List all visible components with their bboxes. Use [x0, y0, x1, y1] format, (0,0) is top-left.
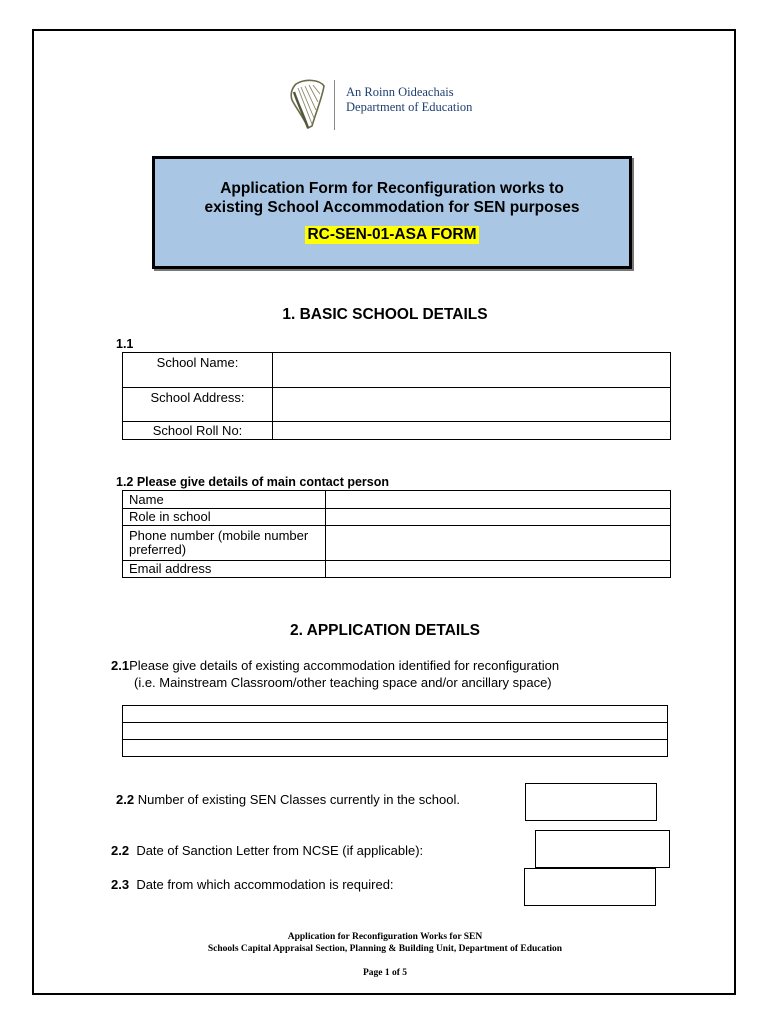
footer: [0, 931, 770, 979]
form-title-line1: Application Form for Reconfiguration works to: [220, 180, 564, 197]
table-row: [123, 422, 671, 440]
table-row: [123, 740, 668, 757]
table-row: [123, 353, 671, 388]
form-title: [155, 179, 629, 217]
accommodation-field-2[interactable]: [123, 723, 668, 740]
section2-heading: 2. APPLICATION DETAILS: [289, 622, 481, 639]
table-row: [123, 509, 671, 526]
department-logo: [286, 78, 516, 134]
department-name-english: Department of Education: [346, 100, 473, 114]
section1-heading: 1. BASIC SCHOOL DETAILS: [282, 306, 488, 323]
question-2-2a-text: Number of existing SEN Classes currently in the school.: [137, 792, 460, 807]
school-roll-no-label: School Roll No:: [123, 422, 273, 440]
existing-accommodation-table: [122, 705, 668, 757]
contact-phone-label: Phone number (mobile number preferred): [123, 526, 326, 561]
question-2-3: [111, 877, 394, 892]
contact-phone-field[interactable]: [326, 526, 671, 561]
school-name-field[interactable]: [273, 353, 671, 388]
accommodation-required-date-input[interactable]: [524, 868, 656, 906]
table-row: [123, 723, 668, 740]
question-2-2b-number: 2.2: [111, 843, 130, 858]
question-2-2a: [116, 792, 460, 807]
question-2-1-note: (i.e. Mainstream Classroom/other teaching space and/or ancillary space): [134, 675, 552, 690]
school-name-label: School Name:: [123, 353, 273, 388]
sen-classes-count-input[interactable]: [525, 783, 657, 821]
school-address-label: School Address:: [123, 388, 273, 422]
page-number: Page 1 of 5: [362, 968, 408, 978]
accommodation-field-3[interactable]: [123, 740, 668, 757]
contact-role-label: Role in school: [123, 509, 326, 526]
contact-role-field[interactable]: [326, 509, 671, 526]
contact-name-label: Name: [123, 491, 326, 509]
table-row: [123, 388, 671, 422]
section1-sub1-label: 1.1: [116, 337, 134, 351]
contact-name-field[interactable]: [326, 491, 671, 509]
question-2-2b-text: Date of Sanction Letter from NCSE (if applicable):: [136, 843, 424, 858]
sanction-letter-date-input[interactable]: [535, 830, 670, 868]
question-2-2b: [111, 843, 423, 858]
form-code: RC-SEN-01-ASA FORM: [307, 226, 477, 243]
question-2-1-number: 2.1: [111, 658, 130, 673]
table-row: [123, 491, 671, 509]
contact-details-table: [122, 490, 671, 578]
form-title-line2: existing School Accommodation for SEN purposes: [204, 199, 580, 216]
form-title-box: [152, 156, 632, 269]
question-2-1-text: Please give details of existing accommodation identified for reconfiguration: [129, 658, 560, 673]
section1-sub2-label: 1.2 Please give details of main contact person: [116, 475, 390, 489]
table-row: [123, 526, 671, 561]
contact-email-label: Email address: [123, 561, 326, 578]
footer-line1: Application for Reconfiguration Works for SEN: [287, 932, 483, 942]
logo-divider: [334, 80, 335, 130]
department-name-irish: An Roinn Oideachais: [346, 85, 454, 99]
question-2-3-number: 2.3: [111, 877, 130, 892]
school-details-table: [122, 352, 671, 440]
accommodation-field-1[interactable]: [123, 706, 668, 723]
harp-crest-icon: [286, 78, 330, 132]
question-2-2a-number: 2.2: [116, 792, 135, 807]
question-2-3-text: Date from which accommodation is required:: [136, 877, 394, 892]
school-roll-no-field[interactable]: [273, 422, 671, 440]
school-address-field[interactable]: [273, 388, 671, 422]
contact-email-field[interactable]: [326, 561, 671, 578]
table-row: [123, 706, 668, 723]
footer-line2: Schools Capital Appraisal Section, Planning & Building Unit, Department of Education: [207, 944, 563, 954]
question-2-1: [111, 657, 671, 674]
table-row: [123, 561, 671, 578]
department-name: [346, 85, 472, 115]
